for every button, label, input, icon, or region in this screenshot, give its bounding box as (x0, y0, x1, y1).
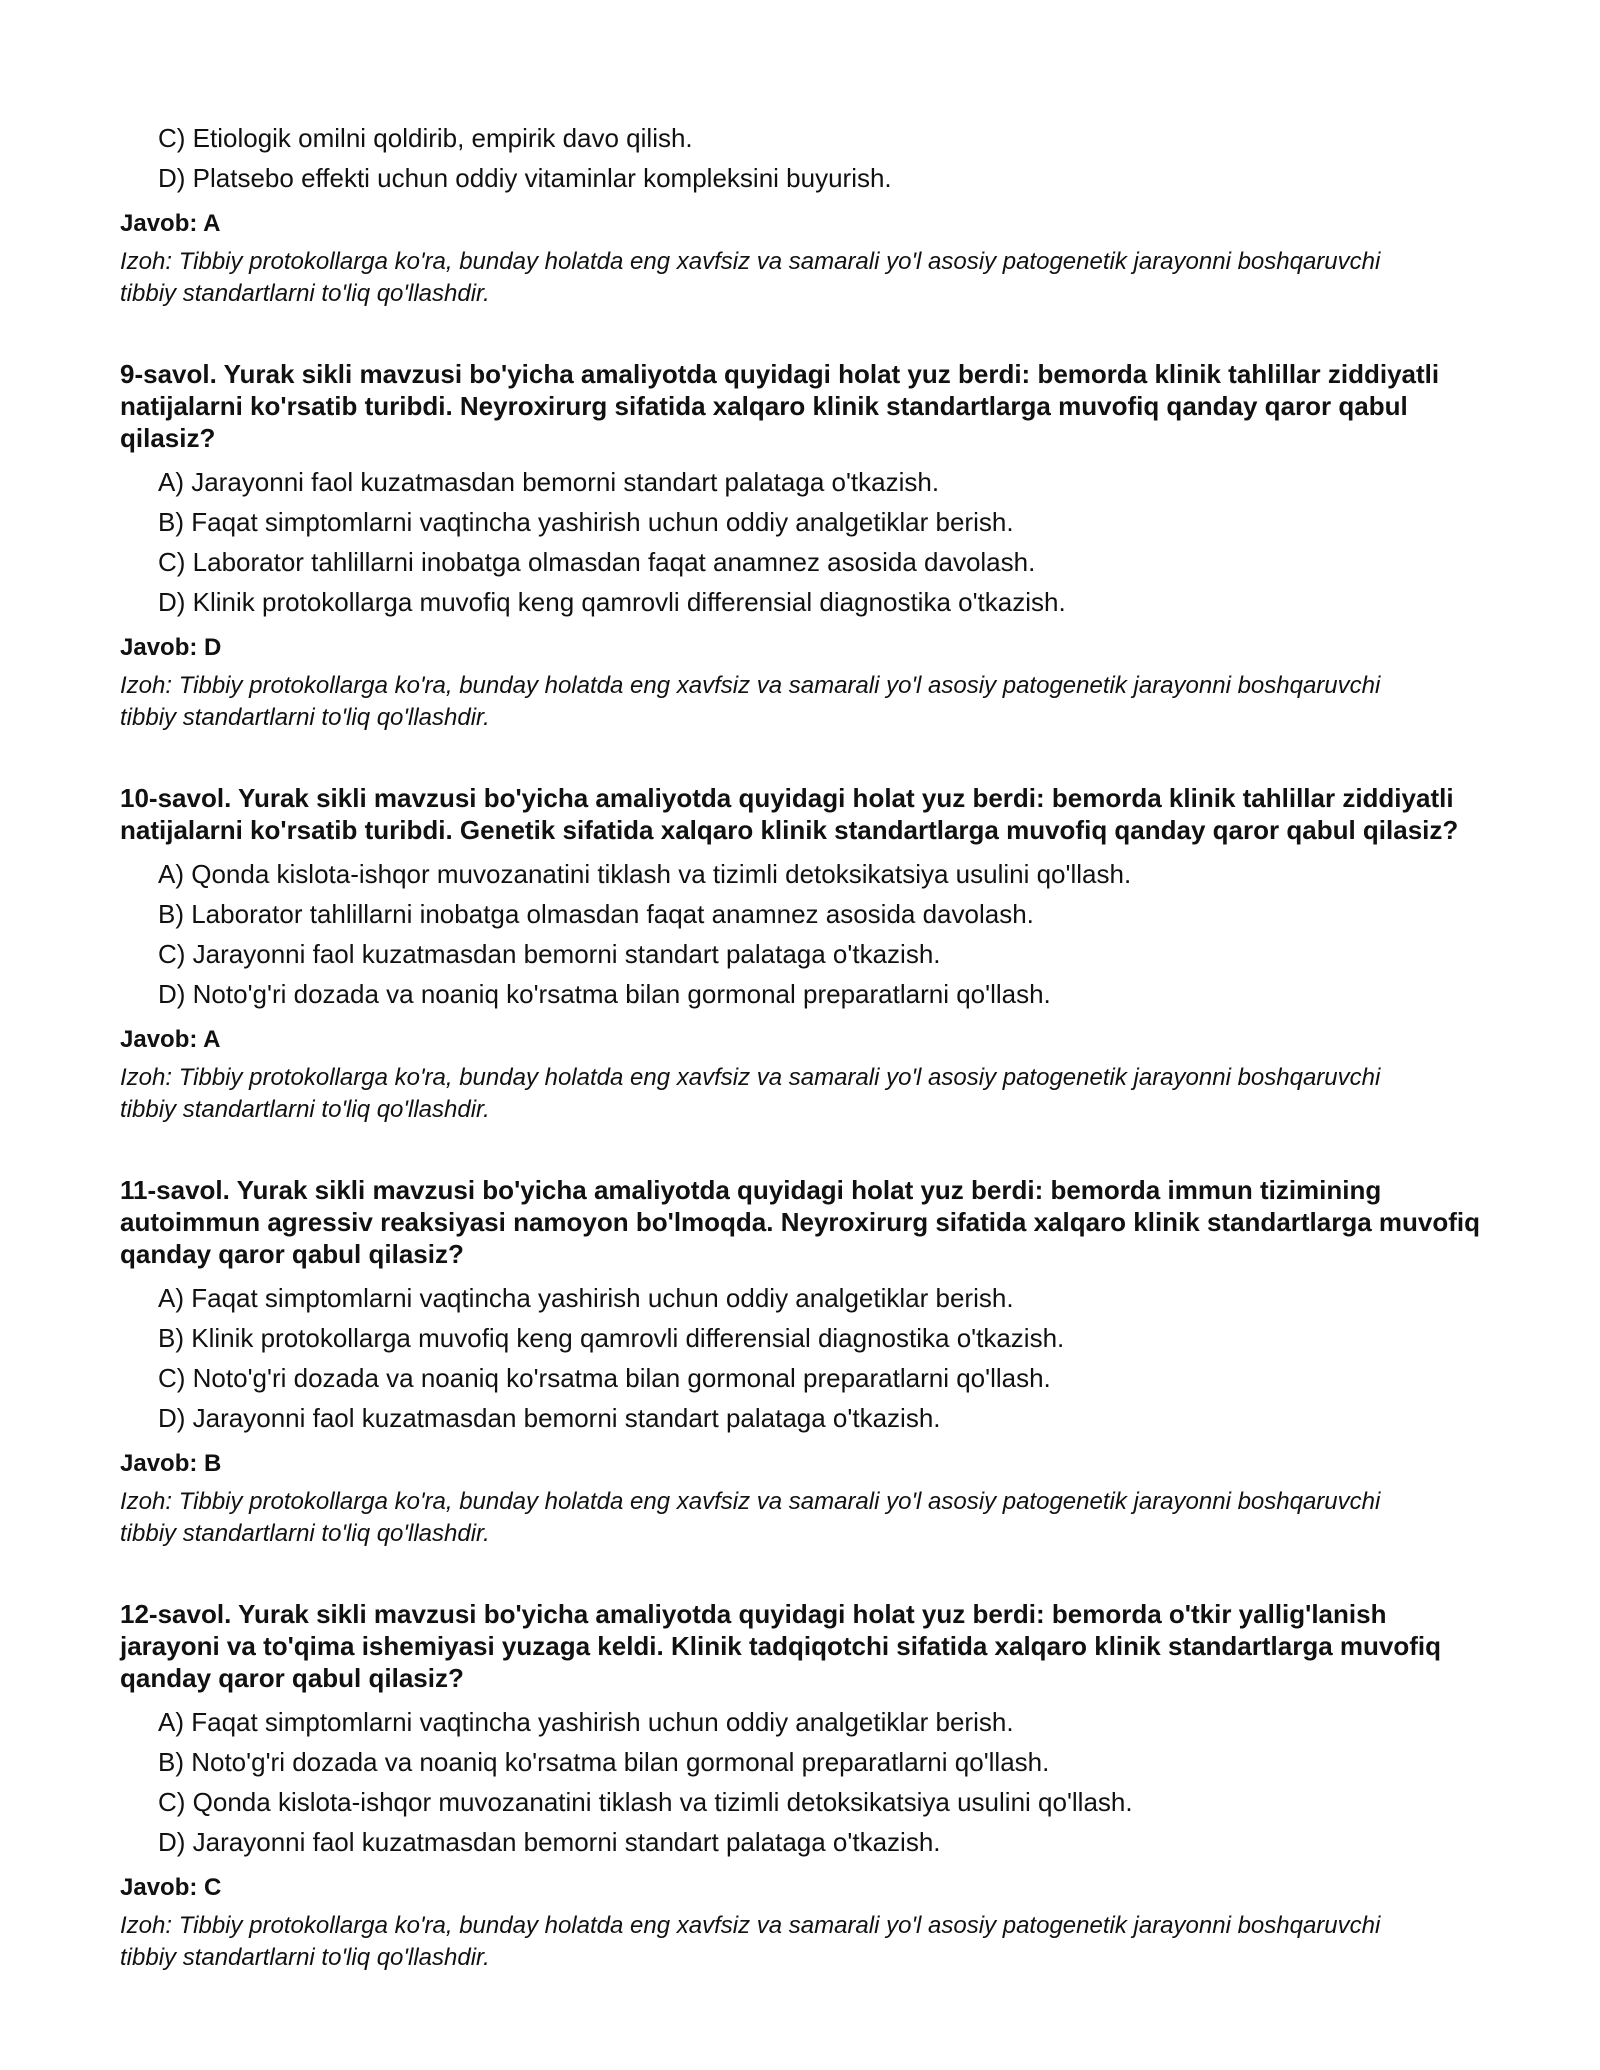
option-d: D) Platsebo effekti uchun oddiy vitaminlar kompleksini buyurish. (158, 163, 892, 193)
question-8-continuation (120, 118, 1480, 310)
options-list (120, 1278, 1480, 1438)
explanation-note: Izoh: Tibbiy protokollarga ko'ra, bunday holatda eng xavfsiz va samarali yo'l asosiy patogenetik jarayonni boshqaruvchi tibbiy standartlarni to'liq qo'llashdir. (120, 1064, 1381, 1123)
option-d: D) Jarayonni faol kuzatmasdan bemorni standart palataga o'tkazish. (158, 1827, 941, 1857)
option-c: C) Qonda kislota-ishqor muvozanatini tiklash va tizimli detoksikatsiya usulini qo'llash. (158, 1787, 1133, 1817)
option-c: C) Noto'g'ri dozada va noaniq ko'rsatma bilan gormonal preparatlarni qo'llash. (158, 1363, 1051, 1393)
option-a: A) Qonda kislota-ishqor muvozanatini tiklash va tizimli detoksikatsiya usulini qo'llash. (158, 859, 1132, 889)
question-9 (120, 358, 1480, 734)
explanation-note: Izoh: Tibbiy protokollarga ko'ra, bunday holatda eng xavfsiz va samarali yo'l asosiy patogenetik jarayonni boshqaruvchi tibbiy standartlarni to'liq qo'llashdir. (120, 248, 1381, 307)
option-a: A) Faqat simptomlarni vaqtincha yashirish uchun oddiy analgetiklar berish. (158, 1707, 1014, 1737)
option-b: B) Laborator tahlillarni inobatga olmasdan faqat anamnez asosida davolash. (158, 899, 1034, 929)
option-c: C) Laborator tahlillarni inobatga olmasdan faqat anamnez asosida davolash. (158, 547, 1036, 577)
explanation-note: Izoh: Tibbiy protokollarga ko'ra, bunday holatda eng xavfsiz va samarali yo'l asosiy patogenetik jarayonni boshqaruvchi tibbiy standartlarni to'liq qo'llashdir. (120, 1912, 1381, 1971)
option-a: A) Jarayonni faol kuzatmasdan bemorni standart palataga o'tkazish. (158, 467, 940, 497)
question-12 (120, 1598, 1480, 1974)
option-d: D) Noto'g'ri dozada va noaniq ko'rsatma bilan gormonal preparatlarni qo'llash. (158, 979, 1051, 1009)
options-list (120, 118, 1480, 198)
answer-label: Javob: B (120, 1450, 222, 1477)
explanation-note: Izoh: Tibbiy protokollarga ko'ra, bunday holatda eng xavfsiz va samarali yo'l asosiy patogenetik jarayonni boshqaruvchi tibbiy standartlarni to'liq qo'llashdir. (120, 672, 1381, 731)
question-title: 11-savol. Yurak sikli mavzusi bo'yicha amaliyotda quyidagi holat yuz berdi: bemorda immun tizimining autoimmun agressiv reaksiyasi namoyon bo'lmoqda. Neyroxirurg sifatida xalqaro klinik standartlarga muvofiq qanday qaror qabul qilasiz? (120, 1175, 1481, 1269)
option-a: A) Faqat simptomlarni vaqtincha yashirish uchun oddiy analgetiklar berish. (158, 1283, 1014, 1313)
option-b: B) Noto'g'ri dozada va noaniq ko'rsatma bilan gormonal preparatlarni qo'llash. (158, 1747, 1050, 1777)
question-title: 12-savol. Yurak sikli mavzusi bo'yicha amaliyotda quyidagi holat yuz berdi: bemorda o'tkir yallig'lanish jarayoni va to'qima ishemiyasi yuzaga keldi. Klinik tadqiqotchi sifatida xalqaro klinik standartlarga muvofiq qanday qaror qabul qilasiz? (120, 1599, 1441, 1693)
answer-label: Javob: D (120, 634, 222, 661)
question-title: 10-savol. Yurak sikli mavzusi bo'yicha amaliyotda quyidagi holat yuz berdi: bemorda klinik tahlillar ziddiyatli natijalarni ko'rsatib turibdi. Genetik sifatida xalqaro klinik standartlarga muvofiq qanday qaror qabul qilasiz? (120, 783, 1459, 845)
question-11 (120, 1174, 1480, 1550)
options-list (120, 1702, 1480, 1862)
option-b: B) Faqat simptomlarni vaqtincha yashirish uchun oddiy analgetiklar berish. (158, 507, 1014, 537)
answer-label: Javob: A (120, 210, 221, 237)
option-b: B) Klinik protokollarga muvofiq keng qamrovli differensial diagnostika o'tkazish. (158, 1323, 1065, 1353)
option-c: C) Jarayonni faol kuzatmasdan bemorni standart palataga o'tkazish. (158, 939, 941, 969)
option-d: D) Klinik protokollarga muvofiq keng qamrovli differensial diagnostika o'tkazish. (158, 587, 1066, 617)
option-d: D) Jarayonni faol kuzatmasdan bemorni standart palataga o'tkazish. (158, 1403, 941, 1433)
answer-label: Javob: C (120, 1874, 222, 1901)
option-c: C) Etiologik omilni qoldirib, empirik davo qilish. (158, 123, 693, 153)
explanation-note: Izoh: Tibbiy protokollarga ko'ra, bunday holatda eng xavfsiz va samarali yo'l asosiy patogenetik jarayonni boshqaruvchi tibbiy standartlarni to'liq qo'llashdir. (120, 1488, 1381, 1547)
question-10 (120, 782, 1480, 1126)
question-title: 9-savol. Yurak sikli mavzusi bo'yicha amaliyotda quyidagi holat yuz berdi: bemorda klinik tahlillar ziddiyatli natijalarni ko'rsatib turibdi. Neyroxirurg sifatida xalqaro klinik standartlarga muvofiq qanday qaror qabul qilasiz? (120, 359, 1440, 453)
answer-label: Javob: A (120, 1026, 221, 1053)
options-list (120, 854, 1480, 1014)
options-list (120, 462, 1480, 622)
